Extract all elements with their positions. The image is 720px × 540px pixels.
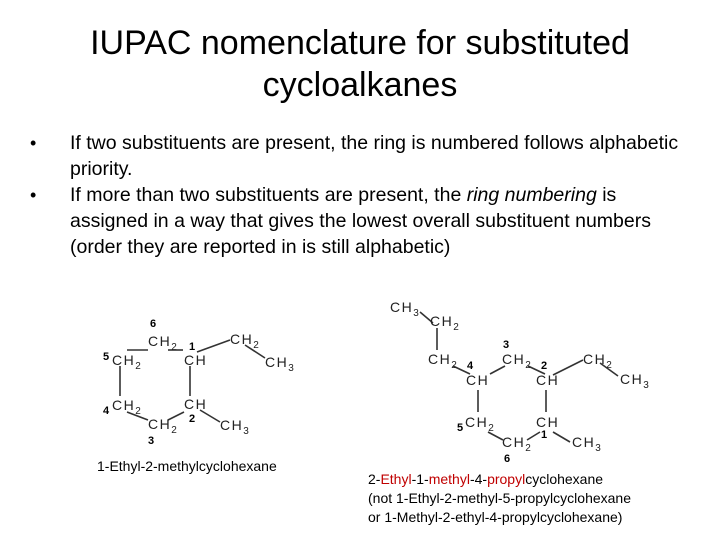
ring-ch2-top: $CH_2$ bbox=[148, 333, 179, 353]
ring-number: 3 bbox=[503, 339, 510, 351]
molecule-1-caption: 1-Ethyl-2-methylcyclohexane bbox=[97, 458, 277, 474]
ring-ch-4: CH bbox=[466, 372, 490, 388]
ring-number: 4 bbox=[103, 405, 110, 417]
ring-number: 6 bbox=[150, 318, 157, 330]
methyl-ch3: $CH_3$ bbox=[220, 417, 251, 437]
methyl-ch3: $CH_3$ bbox=[572, 434, 603, 454]
highlight-propyl: propyl bbox=[487, 471, 526, 487]
highlight-methyl: methyl bbox=[428, 471, 470, 487]
caption-line-1: 2-Ethyl-1-methyl-4-propylcyclohexane bbox=[368, 471, 604, 487]
propyl-ch2-a: $CH_2$ bbox=[583, 351, 614, 371]
bullet-text: If two substituents are present, the ring is numbered follows alphabetic priority. bbox=[70, 132, 679, 180]
ring-ch-1: CH bbox=[536, 414, 560, 430]
bond bbox=[490, 366, 505, 374]
ring-ch2-bottom: $CH_2$ bbox=[502, 434, 533, 454]
ring-number: 6 bbox=[504, 453, 511, 465]
caption-line-3: or 1-Methyl-2-ethyl-4-propylcyclohexane) bbox=[368, 509, 623, 525]
highlight-ethyl: Ethyl bbox=[380, 471, 412, 487]
bullet-marker: • bbox=[30, 185, 37, 205]
ring-ch2-upper-left: $CH_2$ bbox=[428, 351, 459, 371]
molecule-2-caption bbox=[368, 470, 631, 527]
ethyl-ch2: $CH_2$ bbox=[230, 331, 261, 351]
ring-number: 3 bbox=[148, 435, 155, 447]
ethyl-ch3: $CH_3$ bbox=[390, 299, 421, 319]
bond bbox=[553, 432, 570, 442]
ring-ch2-left-bottom: $CH_2$ bbox=[112, 397, 143, 417]
ring-number: 5 bbox=[103, 351, 110, 363]
bullet-text-part1: If more than two substituents are present, the bbox=[70, 184, 467, 206]
ethyl-ch3: $CH_3$ bbox=[265, 354, 296, 374]
bond bbox=[527, 432, 540, 440]
propyl-ch3: $CH_3$ bbox=[620, 371, 651, 391]
ring-number: 4 bbox=[467, 360, 474, 372]
ring-ch2-upper-right: $CH_2$ bbox=[502, 351, 533, 371]
bullet-text-part2: is assigned in a way that gives the lowest overall substituent numbers (order they are reported in is still alphabetic) bbox=[70, 184, 651, 258]
title-line-2: cycloalkanes bbox=[262, 66, 458, 104]
ring-ch2-lower-left: $CH_2$ bbox=[465, 414, 496, 434]
ring-ch2-left-top: $CH_2$ bbox=[112, 352, 143, 372]
bullet-marker: • bbox=[30, 133, 37, 153]
ring-ch-1: CH bbox=[184, 352, 208, 368]
ring-ch-right: CH bbox=[536, 372, 560, 388]
ring-ch2-bottom: $CH_2$ bbox=[148, 416, 179, 436]
ring-number: 1 bbox=[541, 429, 548, 441]
ring-number: 1 bbox=[189, 341, 196, 353]
ring-number: 2 bbox=[189, 413, 196, 425]
caption-line-2: (not 1-Ethyl-2-methyl-5-propylcyclohexane bbox=[368, 490, 631, 506]
ring-number: 5 bbox=[457, 422, 464, 434]
ring-ch-2: CH bbox=[184, 396, 208, 412]
ethyl-ch2: $CH_2$ bbox=[430, 313, 461, 333]
bullet-text-italic: ring numbering bbox=[466, 184, 597, 206]
ring-number: 2 bbox=[541, 360, 548, 372]
title-line-1: IUPAC nomenclature for substituted bbox=[90, 24, 630, 62]
